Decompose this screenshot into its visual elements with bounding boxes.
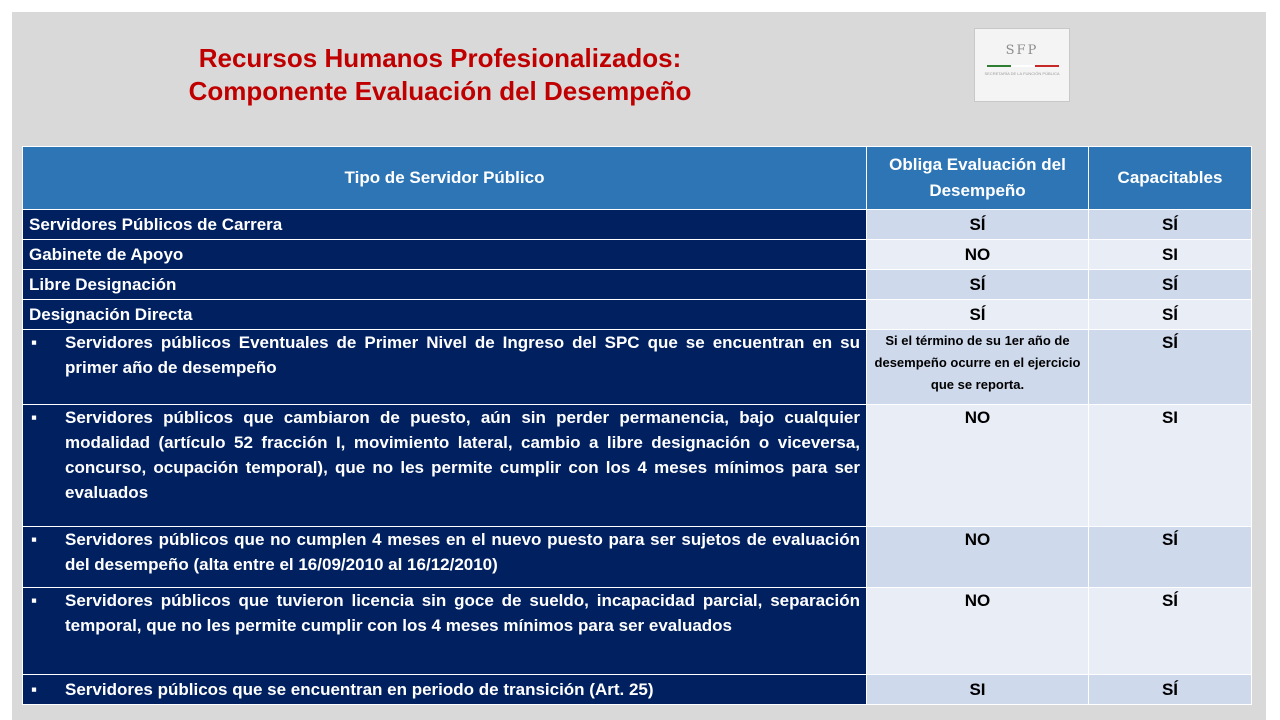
bullet-icon: ▪ [31, 530, 38, 549]
sfp-logo [974, 28, 1070, 102]
logo-text: SFP [1005, 43, 1039, 58]
table-row [23, 675, 1252, 705]
table-header-row [23, 147, 1252, 210]
table-row [23, 588, 1252, 675]
cell-capacitables: SÍ [1089, 588, 1252, 675]
table-row [23, 527, 1252, 588]
title-line-2: Componente Evaluación del Desempeño [188, 76, 692, 106]
cell-obliga: NO [867, 240, 1089, 270]
cell-tipo [23, 405, 867, 527]
title-line-1: Recursos Humanos Profesionalizados: [198, 43, 682, 73]
header-tipo: Tipo de Servidor Público [23, 147, 867, 210]
cell-obliga: NO [867, 588, 1089, 675]
bullet-icon: ▪ [31, 680, 38, 699]
table-row [23, 405, 1252, 527]
header-capacitables: Capacitables [1089, 147, 1252, 210]
cell-tipo-text: Servidores públicos Eventuales de Primer Nivel de Ingreso del SPC que se encuentran en su primer año de desempeño [65, 333, 860, 377]
cell-tipo-text: Servidores públicos que se encuentran en periodo de transición (Art. 25) [65, 680, 654, 699]
servidores-table [22, 146, 1252, 705]
cell-tipo [23, 588, 867, 675]
table-row [23, 240, 1252, 270]
cell-tipo-text: Servidores públicos que tuvieron licencia sin goce de sueldo, incapacidad parcial, separación temporal, que no les permite cumplir con los 4 meses mínimos para ser evaluados [65, 591, 860, 635]
cell-obliga: SÍ [867, 300, 1089, 330]
cell-obliga: SI [867, 675, 1089, 705]
cell-capacitables: SÍ [1089, 300, 1252, 330]
cell-obliga: SÍ [867, 210, 1089, 240]
cell-obliga: NO [867, 527, 1089, 588]
logo-flag-bar [987, 65, 1059, 67]
bullet-icon: ▪ [31, 408, 38, 427]
bullet-icon: ▪ [31, 333, 38, 352]
cell-obliga: Si el término de su 1er año de desempeño ocurre en el ejercicio que se reporta. [867, 330, 1089, 405]
header-obliga: Obliga Evaluación del Desempeño [867, 147, 1089, 210]
cell-tipo: Servidores Públicos de Carrera [23, 210, 867, 240]
cell-tipo-text: Servidores públicos que no cumplen 4 meses en el nuevo puesto para ser sujetos de evaluación del desempeño (alta entre el 16/09/2010 al 16/12/2010) [65, 530, 860, 574]
slide-title [100, 42, 780, 108]
cell-capacitables: SÍ [1089, 330, 1252, 405]
table-row [23, 270, 1252, 300]
table-row [23, 330, 1252, 405]
cell-capacitables: SI [1089, 405, 1252, 527]
table-row [23, 300, 1252, 330]
cell-tipo-text: Servidores públicos que cambiaron de puesto, aún sin perder permanencia, bajo cualquier modalidad (artículo 52 fracción I, movimiento lateral, cambio a libre designación o viceversa, concurso, ocupación temporal), que no les permite cumplir con los 4 meses mínimos para ser evaluados [65, 408, 860, 502]
cell-obliga: SÍ [867, 270, 1089, 300]
cell-tipo: Libre Designación [23, 270, 867, 300]
bullet-icon: ▪ [31, 591, 38, 610]
cell-capacitables: SÍ [1089, 527, 1252, 588]
cell-tipo [23, 527, 867, 588]
cell-capacitables: SÍ [1089, 675, 1252, 705]
table-row [23, 210, 1252, 240]
cell-capacitables: SÍ [1089, 210, 1252, 240]
cell-capacitables: SÍ [1089, 270, 1252, 300]
cell-tipo: Designación Directa [23, 300, 867, 330]
cell-obliga: NO [867, 405, 1089, 527]
cell-tipo [23, 330, 867, 405]
cell-tipo [23, 675, 867, 705]
logo-subtitle: SECRETARÍA DE LA FUNCIÓN PÚBLICA [984, 71, 1060, 76]
cell-tipo: Gabinete de Apoyo [23, 240, 867, 270]
cell-capacitables: SI [1089, 240, 1252, 270]
